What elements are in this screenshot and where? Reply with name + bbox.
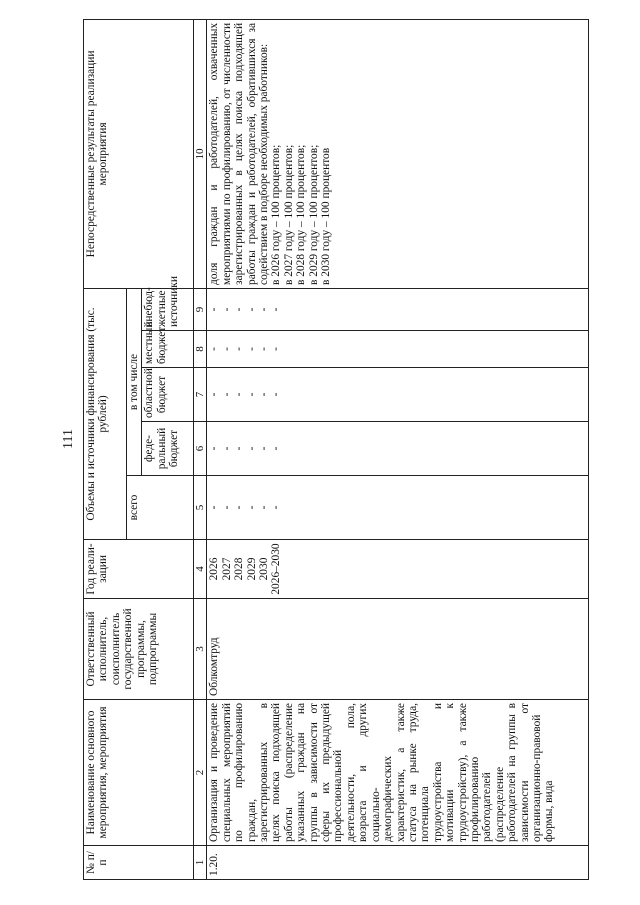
federal-value: - bbox=[245, 446, 258, 451]
year-value: 2029 bbox=[245, 557, 258, 581]
local-value: - bbox=[208, 347, 221, 351]
total-cell bbox=[207, 476, 589, 540]
header-num: № п/п bbox=[84, 846, 194, 880]
local-value: - bbox=[270, 347, 283, 351]
header-federal: феде-ральный бюджет bbox=[142, 422, 194, 476]
year-value: 2026 bbox=[208, 557, 221, 581]
header-total: всего bbox=[127, 476, 194, 540]
year-value: 2026–2030 bbox=[270, 543, 283, 595]
responsible-executor: Облкомтруд bbox=[207, 599, 589, 700]
federal-value: - bbox=[220, 446, 233, 451]
local-value: - bbox=[233, 347, 246, 351]
years-cell bbox=[207, 540, 589, 599]
extra-value: - bbox=[245, 307, 258, 312]
header-funding: Объемы и источники финансирования (тыс. рублей) bbox=[84, 288, 127, 539]
total-value: - bbox=[220, 505, 233, 510]
total-value: - bbox=[233, 505, 246, 510]
regional-value: - bbox=[208, 392, 221, 397]
header-responsible: Ответственный исполнитель, соисполнитель государственной программы, подпрограммы bbox=[84, 599, 194, 700]
header-year: Год реали-зации bbox=[84, 540, 194, 599]
regional-value: - bbox=[233, 392, 246, 397]
local-value: - bbox=[258, 347, 271, 351]
col-number: 7 bbox=[194, 368, 207, 422]
col-number: 6 bbox=[194, 422, 207, 476]
year-value: 2030 bbox=[258, 557, 271, 581]
column-numbers-row bbox=[194, 19, 207, 879]
extra-value: - bbox=[270, 307, 283, 312]
col-number: 8 bbox=[194, 331, 207, 368]
total-value: - bbox=[270, 505, 283, 510]
extra-value: - bbox=[258, 307, 271, 312]
federal-value: - bbox=[270, 446, 283, 451]
regional-cell bbox=[207, 368, 589, 422]
rotated-table-container bbox=[83, 20, 599, 880]
regional-value: - bbox=[258, 392, 271, 397]
header-name: Наименование основного мероприятия, мероприятия bbox=[84, 700, 194, 846]
col-number: 3 bbox=[194, 599, 207, 700]
year-value: 2027 bbox=[220, 557, 233, 581]
result-year: в 2026 году – 100 процентов; bbox=[270, 144, 283, 285]
page-number: 111 bbox=[61, 429, 76, 449]
row-num: 1.20. bbox=[207, 846, 589, 880]
local-value: - bbox=[220, 347, 233, 351]
federal-cell bbox=[207, 422, 589, 476]
extra-value: - bbox=[220, 307, 233, 312]
local-cell bbox=[207, 331, 589, 368]
col-number: 9 bbox=[194, 288, 207, 330]
col-number: 4 bbox=[194, 540, 207, 599]
results-cell bbox=[207, 19, 589, 288]
col-number: 10 bbox=[194, 19, 207, 288]
result-year: в 2027 году – 100 процентов; bbox=[282, 144, 295, 285]
measure-name: Организация и проведение специальных мероприятий по профилированию граждан, зарегистрированных в целях поиска подходящей работы (распределение указанных граждан на группы в зависимости от сферы их предыдущей профессиональной деятельности, пола, возраста и других социально-демографических характеристик, а также статуса на рынке труда, потенциала трудоустройства и мотивации к трудоустройству), а также профилированию работодателей (распределение работодателей на группы в зависимости от организационно-правовой формы, вида bbox=[207, 700, 589, 846]
result-year: в 2028 году – 100 процентов; bbox=[295, 144, 308, 285]
federal-value: - bbox=[208, 446, 221, 451]
result-year: в 2030 году – 100 процентов bbox=[320, 147, 333, 285]
result-year: в 2029 году – 100 процентов; bbox=[307, 144, 320, 285]
result-text: доля граждан и работодателей, охваченных мероприятиями по профилированию, от численности зарегистрированных в целях поиска подходящей работы граждан и работодателей, обратившихся за содействием в подборе необходимых работников: bbox=[208, 22, 271, 285]
col-number: 5 bbox=[194, 476, 207, 540]
extra-cell bbox=[207, 288, 589, 330]
total-value: - bbox=[258, 505, 271, 510]
federal-value: - bbox=[233, 446, 246, 451]
total-value: - bbox=[245, 505, 258, 510]
header-incl: в том числе bbox=[127, 288, 142, 475]
program-measures-table bbox=[83, 19, 589, 880]
col-number: 1 bbox=[194, 846, 207, 880]
local-value: - bbox=[245, 347, 258, 351]
extra-value: - bbox=[233, 307, 246, 312]
table-row bbox=[207, 19, 589, 879]
col-number: 2 bbox=[194, 700, 207, 846]
extra-value: - bbox=[208, 307, 221, 312]
header-extra: внебюд-жетные источники bbox=[142, 288, 194, 330]
header-regional: областной бюджет bbox=[142, 368, 194, 422]
header-local: местный бюджет bbox=[142, 331, 194, 368]
header-results: Непосредственные результаты реализации мероприятия bbox=[84, 19, 194, 288]
regional-value: - bbox=[245, 392, 258, 397]
regional-value: - bbox=[270, 392, 283, 397]
total-value: - bbox=[208, 505, 221, 510]
year-value: 2028 bbox=[233, 557, 246, 581]
regional-value: - bbox=[220, 392, 233, 397]
federal-value: - bbox=[258, 446, 271, 451]
